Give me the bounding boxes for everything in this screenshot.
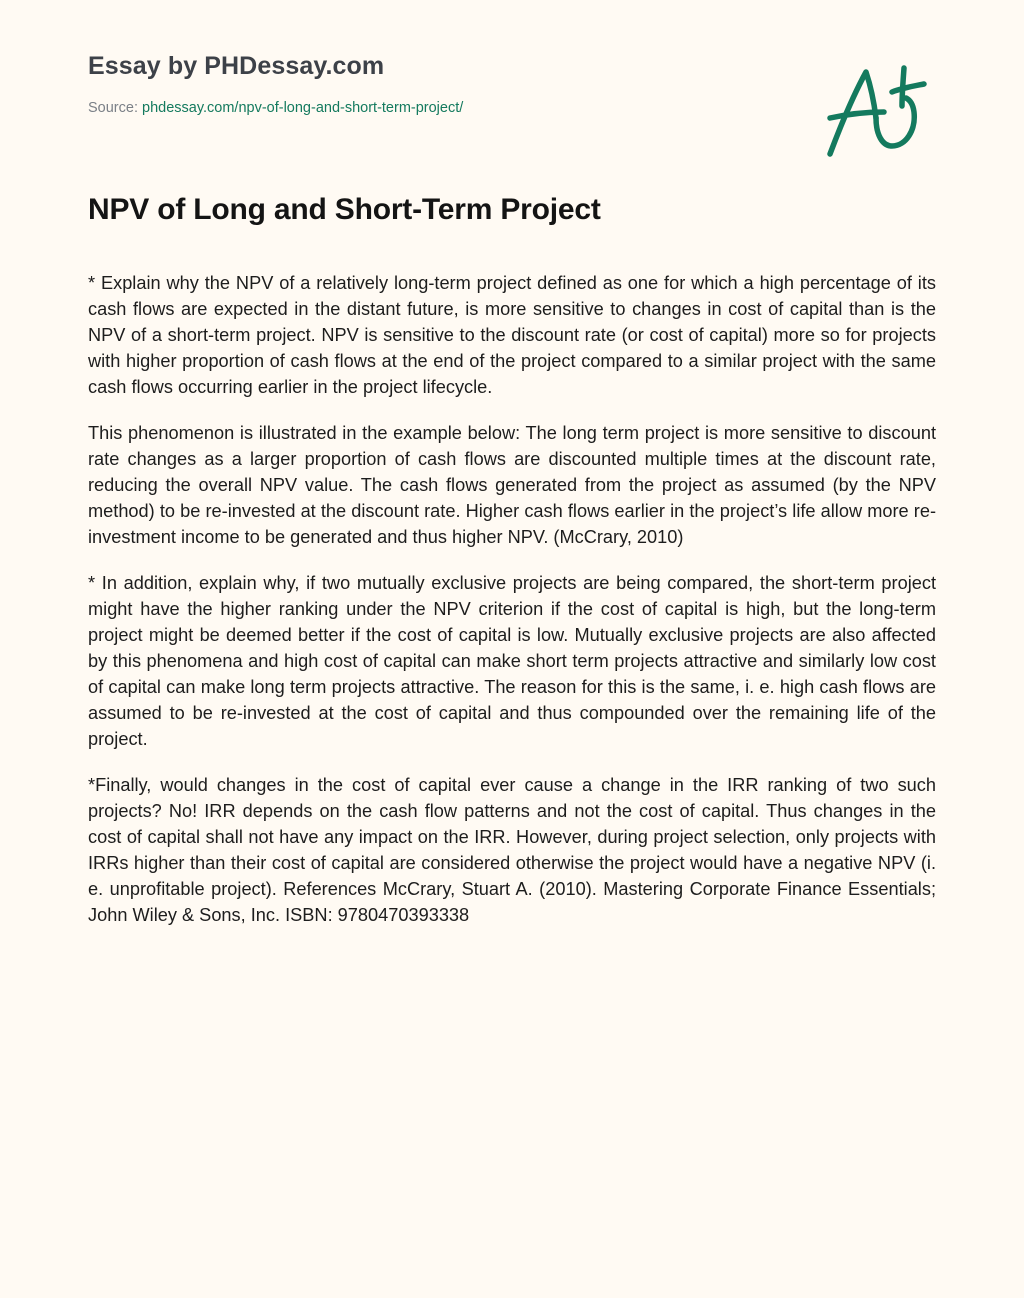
source-line [88,98,463,118]
essay-paragraph: * In addition, explain why, if two mutually exclusive projects are being compared, the short-term project might have the higher ranking under the NPV criterion if the cost of capital is high, but the long-term project might be deemed better if the cost of capital is low. Mutually exclusive projects are also affected by this phenomena and high cost of capital can make short term projects attractive and similarly low cost of capital can make long term projects attractive. The reason for this is the same, i. e. high cash flows are assumed to be re-invested at the cost of capital and thus compounded over the remaining life of the project. [88,573,936,749]
document-title: NPV of Long and Short-Term Project [88,193,601,226]
essay-body [88,270,936,948]
page-header [88,48,463,118]
essay-paragraph: This phenomenon is illustrated in the example below: The long term project is more sensitive to discount rate changes as a larger proportion of cash flows are discounted multiple times at the discount rate, reducing the overall NPV value. The cash flows generated from the project as assumed (by the NPV method) to be re-invested at the discount rate. Higher cash flows earlier in the project’s life allow more re-investment income to be generated and thus higher NPV. (McCrary, 2010) [88,423,936,547]
essay-paragraph: *Finally, would changes in the cost of capital ever cause a change in the IRR ranking of two such projects? No! IRR depends on the cash flow patterns and not the cost of capital. Thus changes in the cost of capital shall not have any impact on the IRR. However, during project selection, only projects with IRRs higher than their cost of capital are considered otherwise the project would have a negative NPV (i. e. unprofitable project). References McCrary, Stuart A. (2010). Mastering Corporate Finance Essentials; John Wiley & Sons, Inc. ISBN: 9780470393338 [88,775,936,925]
source-label: Source: [88,100,142,116]
a-plus-grade-icon [820,62,932,162]
brand-title: Essay by PHDessay.com [88,52,385,80]
source-link[interactable]: phdessay.com/npv-of-long-and-short-term-project/ [142,100,464,116]
essay-paragraph: * Explain why the NPV of a relatively long-term project defined as one for which a high percentage of its cash flows are expected in the distant future, is more sensitive to changes in cost of capital than is the NPV of a short-term project. NPV is sensitive to the discount rate (or cost of capital) more so for projects with higher proportion of cash flows at the end of the project compared to a similar project with the same cash flows occurring earlier in the project lifecycle. [88,273,936,397]
